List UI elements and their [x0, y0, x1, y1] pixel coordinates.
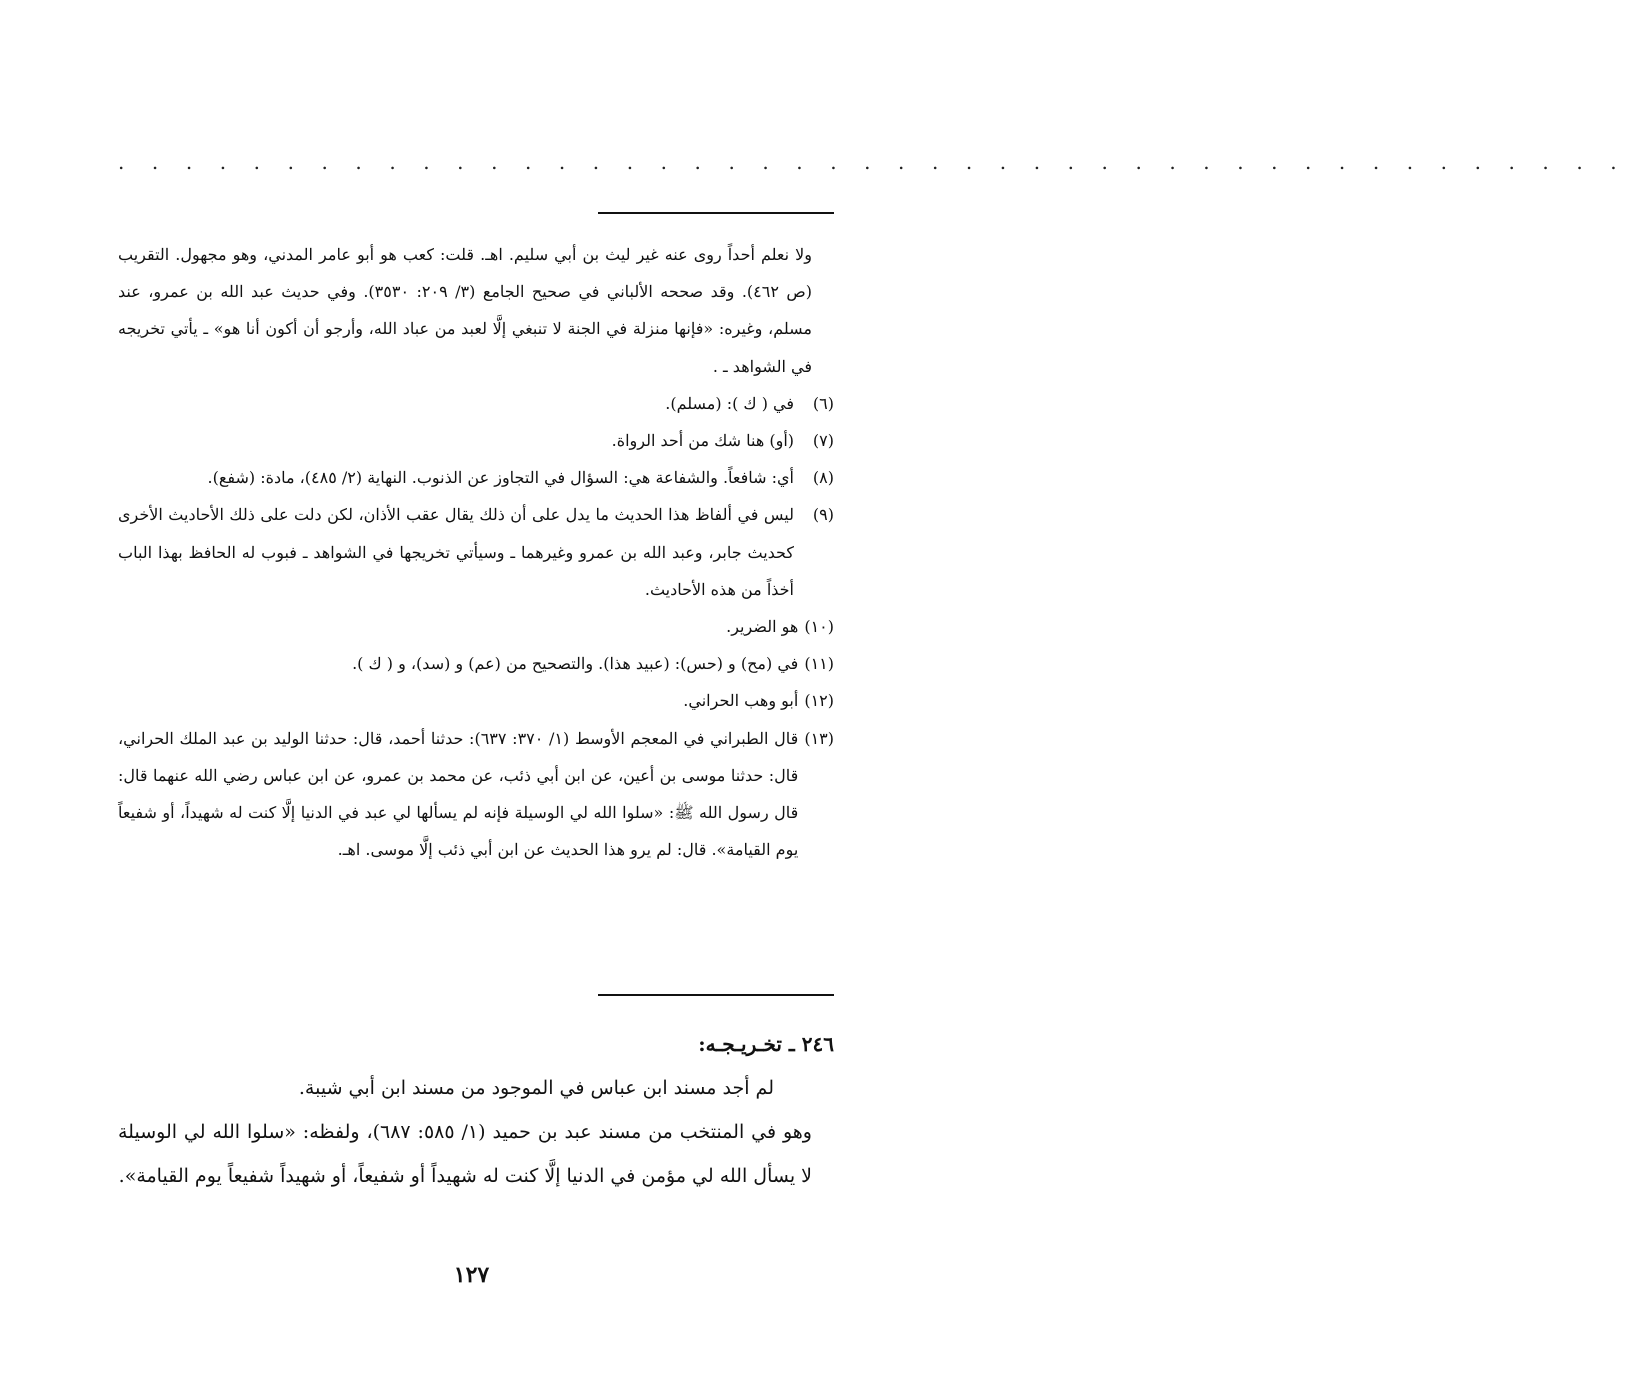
- footnote-8: [118, 459, 834, 496]
- footnote-continuation: ولا نعلم أحداً روى عنه غير ليث بن أبي سليم. اهـ. قلت: كعب هو أبو عامر المدني، وهو مجهول. التقريب (ص ٤٦٢). وقد صححه الألباني في صحيح الجامع (٣/ ٢٠٩: ٣٥٣٠). وفي حديث عبد الله بن عمرو، عند مسلم، وغيره: «فإنها منزلة في الجنة لا تنبغي إلَّا لعبد من عباد الله، وأرجو أن أكون أنا هو» ـ يأتي تخريجه في الشواهد ـ .: [118, 245, 812, 376]
- main-paragraph: وهو في المنتخب من مسند عبد بن حميد (١/ ٥٨٥: ٦٨٧)، ولفظه: «سلوا الله لي الوسيلة لا يسأل الله لي مؤمن في الدنيا إلَّا كنت له شهيداً أو شفيعاً، أو شهيداً شفيعاً يوم القيامة».: [118, 1121, 812, 1187]
- footnote-11: [118, 645, 834, 682]
- footnote-text: أبو وهب الحراني.: [683, 691, 799, 711]
- footnote-text: ليس في ألفاظ هذا الحديث ما يدل على أن ذلك يقال عقب الأذان، لكن دلت على ذلك الأحاديث الأخرى كحديث جابر، وعبد الله بن عمرو وغيرهما ـ وسيأتي تخريجها في الشواهد ـ فبوب له الحافظ بهذا الباب أخذاً من هذه الأحاديث.: [118, 505, 795, 599]
- footnote-text: (أو) هنا شك من أحد الرواة.: [611, 431, 794, 451]
- section-heading: ٢٤٦ ـ تخـريـجـه:: [698, 1032, 834, 1056]
- footnote-text: هو الضرير.: [726, 617, 799, 637]
- footnote-number: (٩): [812, 505, 834, 525]
- footnote-10: [118, 608, 834, 645]
- footnote-number: (٧): [812, 431, 834, 451]
- footnote-9: [118, 496, 834, 608]
- footnote-number: (١٣): [804, 728, 834, 748]
- main-paragraph: لم أجد مسند ابن عباس في الموجود من مسند ابن أبي شيبة.: [298, 1077, 774, 1099]
- footnote-number: (١٢): [804, 691, 834, 711]
- footnote-text: في (مح) و (حس): (عبيد هذا). والتصحيح من (عم) و (سد)، و ( ك ).: [352, 654, 799, 674]
- footnotes-section: [118, 236, 834, 868]
- footnote-divider: [598, 212, 834, 214]
- footnote-6: [118, 385, 834, 422]
- footnote-13: [118, 720, 834, 869]
- footnote-number: (١١): [804, 654, 834, 674]
- footnote-text: أي: شافعاً. والشفاعة هي: السؤال في التجاوز عن الذنوب. النهاية (٢/ ٤٨٥)، مادة: (شفع).: [207, 468, 794, 488]
- footnote-7: [118, 422, 834, 459]
- section-divider: [598, 994, 834, 996]
- footnote-text: في ( ك ): (مسلم).: [665, 393, 794, 413]
- main-text-section: [118, 1022, 834, 1198]
- page-number: ١٢٧: [453, 1262, 490, 1288]
- footnote-number: (١٠): [804, 617, 834, 637]
- separator-dots: . . . . . . . . . . . . . . . . . . . . . . . . . . . . . . . . . . . . . . . . . . . . .: [118, 150, 1627, 174]
- footnote-number: (٦): [812, 393, 834, 413]
- footnote-12: [118, 682, 834, 719]
- footnote-text: قال الطبراني في المعجم الأوسط (١/ ٣٧٠: ٦٣٧): حدثنا أحمد، قال: حدثنا الوليد بن عبد الملك الحراني، قال: حدثنا موسى بن أعين، عن ابن أبي ذئب، عن محمد بن عمرو، عن ابن عباس رضي الله عنهما قال: قال رسول الله ﷺ: «سلوا الله لي الوسيلة فإنه لم يسألها لي عبد في الدنيا إلَّا كنت له شهيداً، أو شفيعاً يوم القيامة». قال: لم يرو هذا الحديث عن ابن أبي ذئب إلَّا موسى. اهـ.: [118, 728, 799, 860]
- footnote-number: (٨): [812, 468, 834, 488]
